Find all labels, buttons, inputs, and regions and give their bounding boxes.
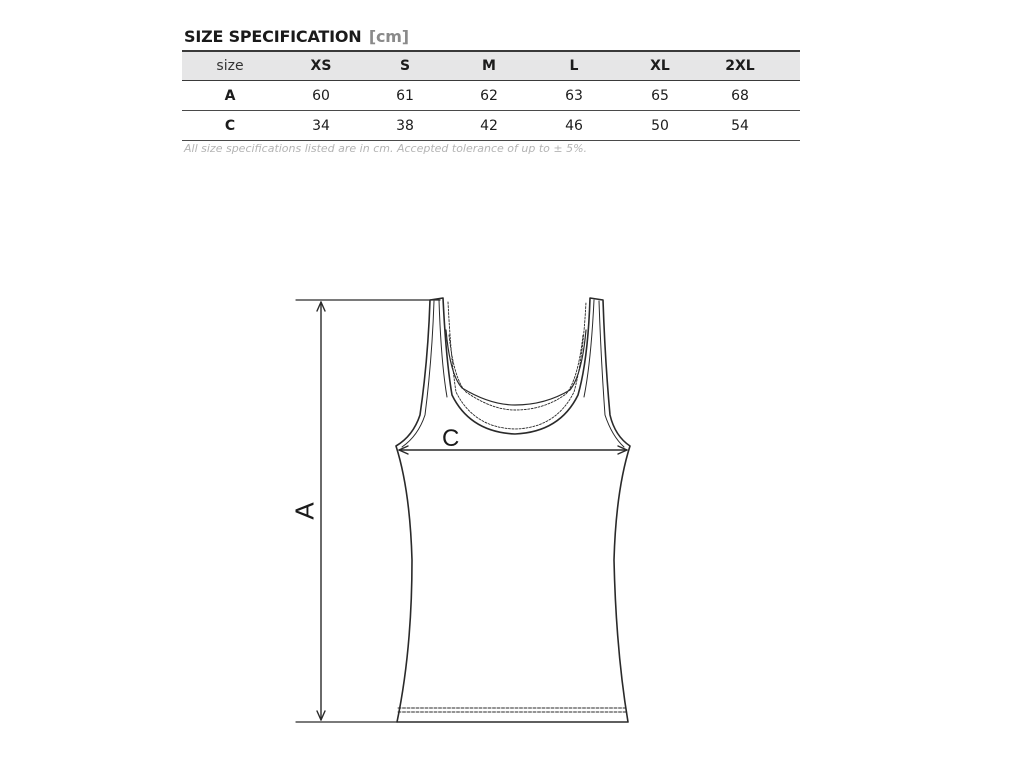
cell-value: 38 [396,117,414,134]
dimension-label-a: A [289,502,320,520]
title-unit: [cm] [368,27,409,46]
title-main: SIZE SPECIFICATION [184,27,362,46]
tank-top-outline [396,298,630,722]
cell-value: 68 [731,87,749,104]
cell-value: 46 [565,117,583,134]
tolerance-note: All size specifications listed are in cm. Accepted tolerance of up to ± 5%. [184,142,588,155]
right-strap-stitch [599,301,624,447]
header-size-xs: XS [310,58,332,74]
header-size-l: L [569,58,579,74]
cell-value: 63 [565,87,583,104]
header-size-label: size [216,58,244,74]
cell-value: 65 [651,87,669,104]
back-neckline-stitch [449,335,583,410]
cell-value: 62 [480,87,498,104]
back-neckline [446,330,586,405]
cell-value: 34 [312,117,330,134]
cell-value: 42 [480,117,498,134]
header-size-xl: XL [650,58,670,74]
cell-value: 54 [731,117,749,134]
header-size-2xl: 2XL [725,58,755,74]
row-label: A [224,87,236,104]
cell-value: 50 [651,117,669,134]
row-label: C [224,117,236,134]
cell-value: 60 [312,87,330,104]
cell-value: 61 [396,87,414,104]
header-size-s: S [399,58,411,74]
header-size-m: M [482,58,496,74]
dimension-label-c: C [442,425,460,452]
